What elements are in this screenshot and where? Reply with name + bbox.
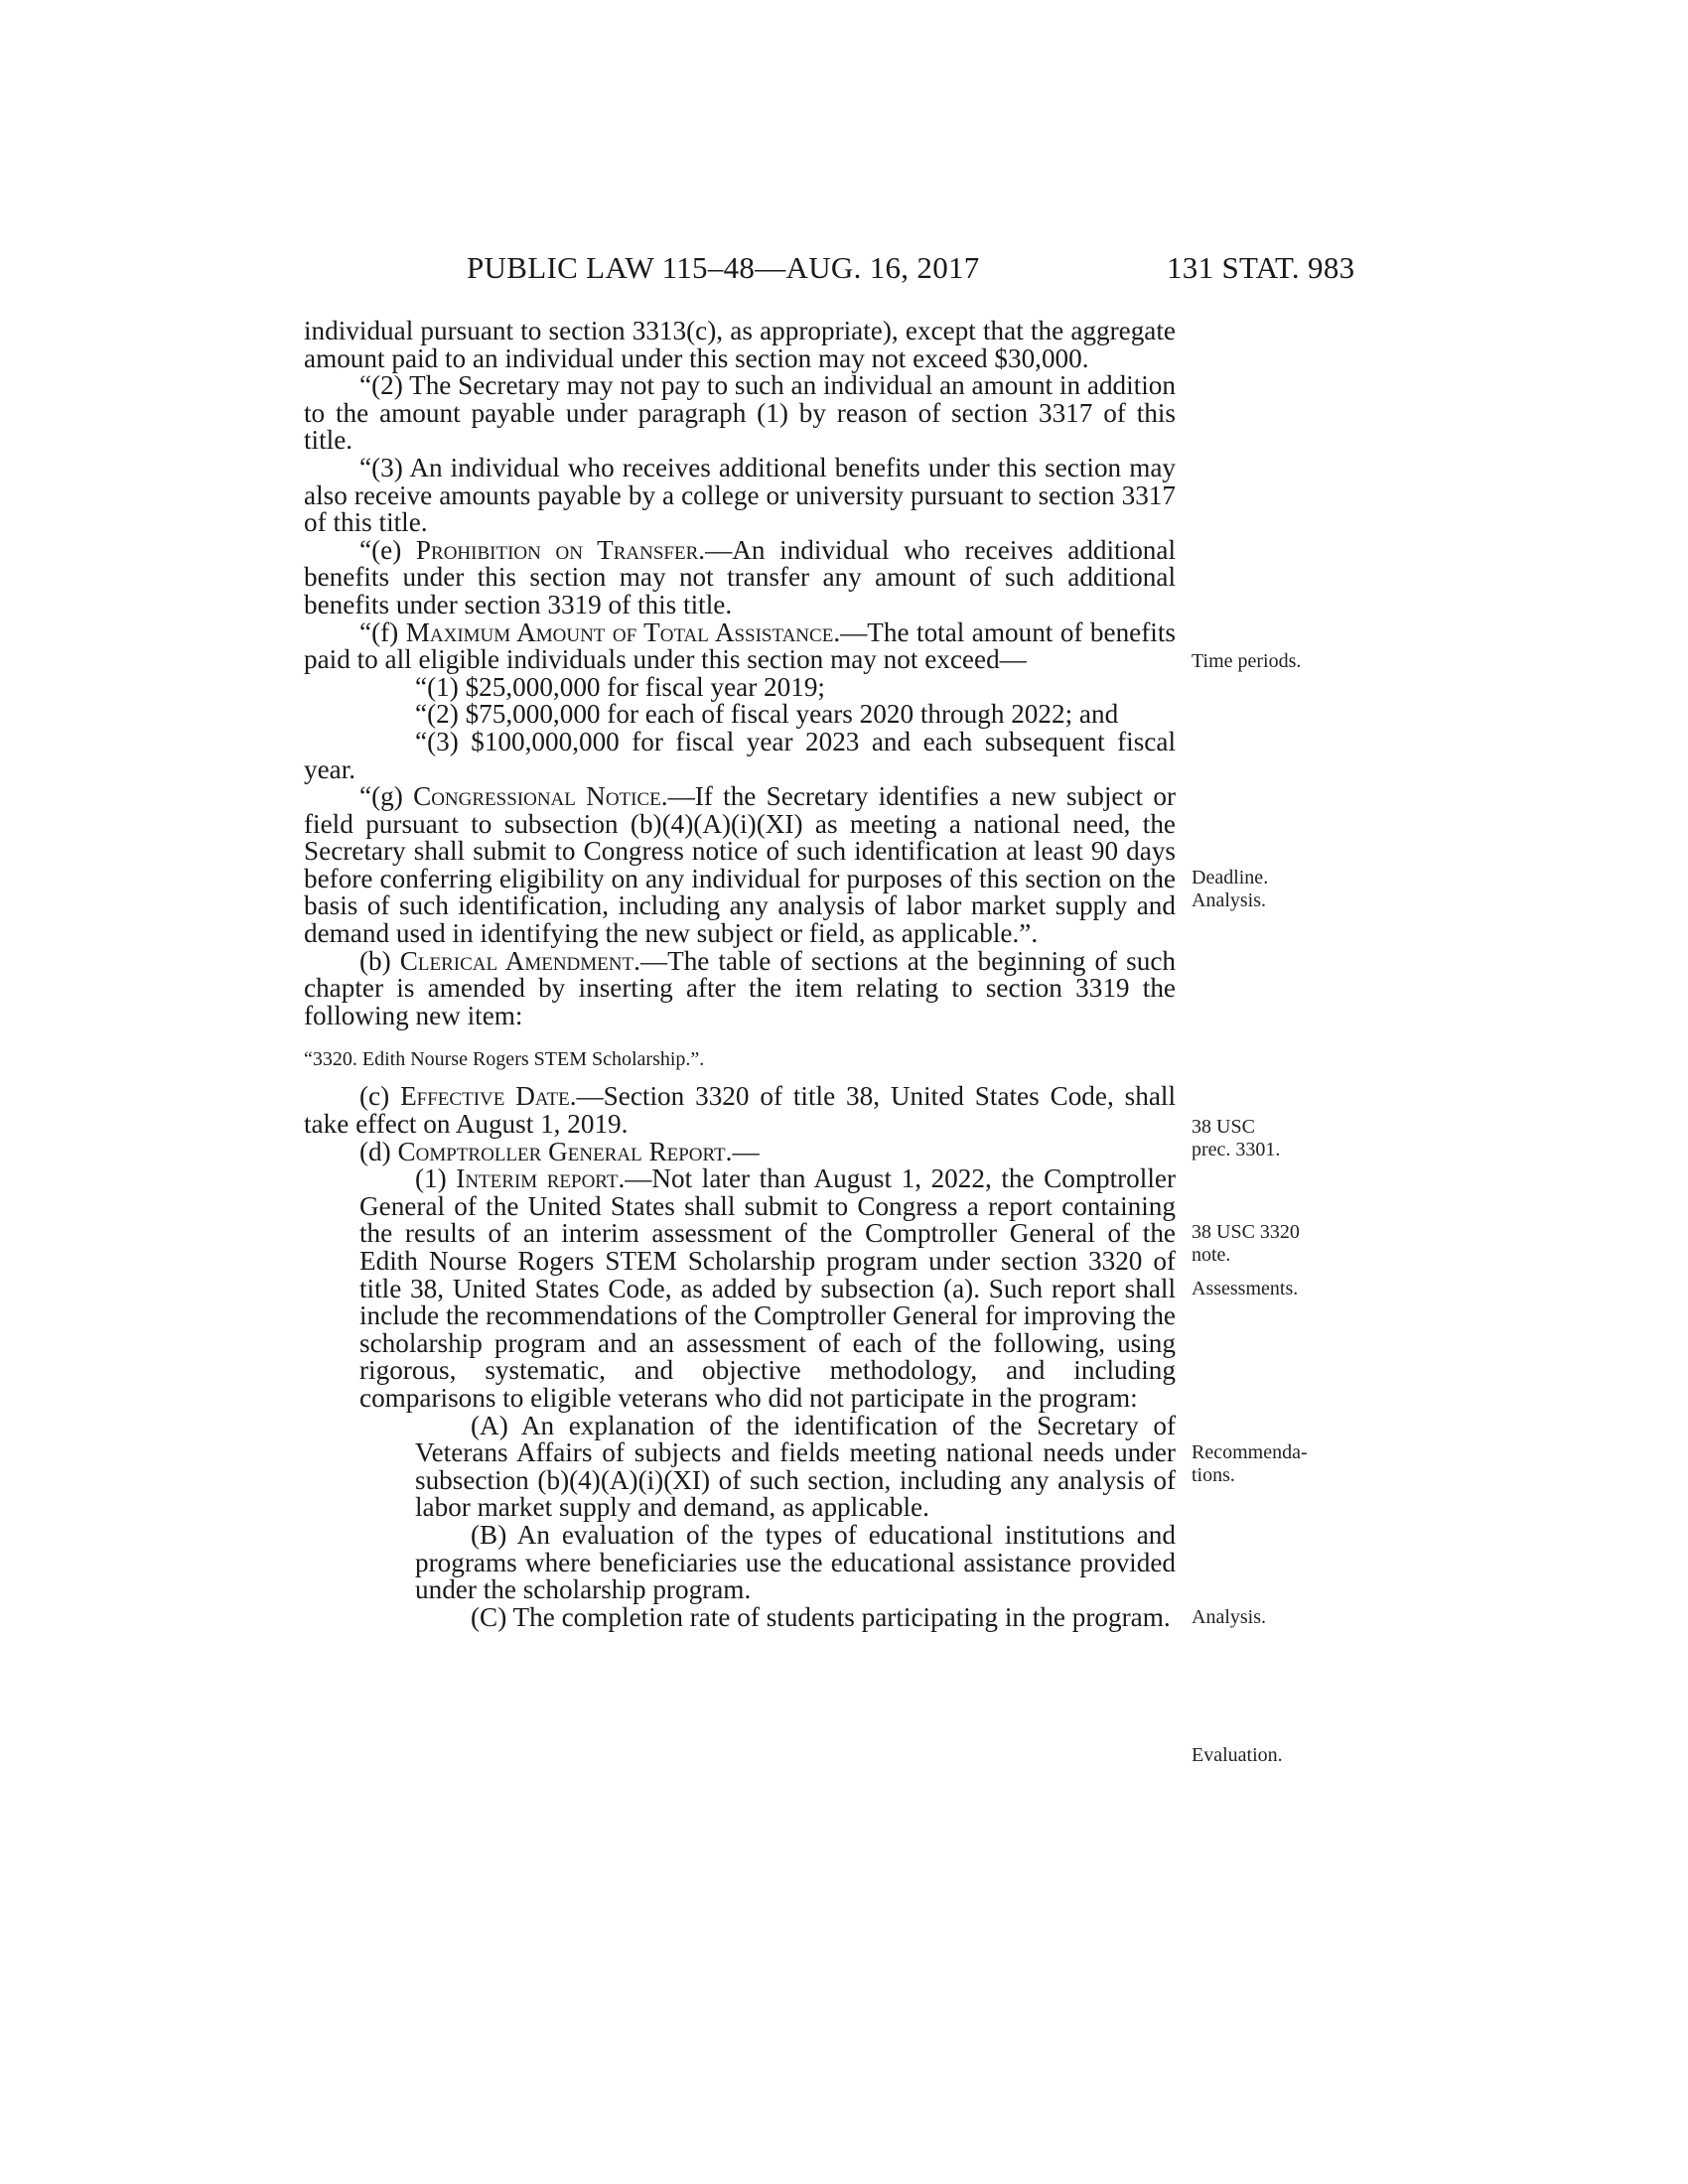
margin-note-deadline: Deadline. [1192,867,1269,888]
margin-note-recommendations-line1: Recommenda- [1192,1441,1308,1463]
paragraph-continuation: individual pursuant to section 3313(c), as appropriate), except that the aggregate amount paid to an individual under this section may not exceed $30,000. [304,316,1176,373]
margin-note-usc-prec-line1: 38 USC [1192,1116,1255,1138]
paragraph-c-heading: Effective Date [400,1081,570,1112]
paragraph-g-heading: Congressional Notice [413,781,661,812]
paragraph-e [304,534,1176,619]
paragraph-e-heading: Prohibition on Transfer [415,534,699,565]
page-header-title: PUBLIC LAW 115–48—AUG. 16, 2017 [467,250,980,285]
paragraph-d2: “(2) The Secretary may not pay to such an individual an amount in addition to the amount payable under paragraph (1) by reason of section 3317 of this title. [304,370,1176,456]
paragraph-b [304,945,1177,1030]
margin-note-time-periods: Time periods. [1192,650,1302,672]
paragraph-d1b: (B) An evaluation of the types of educational institutions and programs where beneficiaries use the educational assistance provided under the scholarship program. [415,1519,1176,1605]
paragraph-d1-heading: Interim report [456,1163,619,1194]
paragraph-f-text: .—The total amount of benefits paid to all eligible individuals under this section may not exceed— [304,616,1176,675]
paragraph-f3: “(3) $100,000,000 for fiscal year 2023 and each subsequent fiscal year. [304,726,1176,784]
table-of-sections-item: “3320. Edith Nourse Rogers STEM Scholarship.”. [304,1048,705,1071]
paragraph-f [304,616,1176,675]
paragraph-d1 [304,1165,1176,1412]
paragraph-b-heading: Clerical Amendment [399,945,634,976]
paragraph-c-text: .—Section 3320 of title 38, United States Code, shall take effect on August 1, 2019. [304,1081,1176,1140]
paragraph-g [304,783,1176,948]
paragraph-d1-text: .—Not later than August 1, 2022, the Comptroller General of the United States shall submit to Congress a report containing the results of an interim assessment of the Comptroller General of the Edith Nourse Rogers STEM Scholarship program under section 3320 of title 38, United States Code, as added by subsection (a). Such report shall include the recommendations of the Comptroller General for improving the scholarship program and an assessment of each of the following, using rigorous, systematic, and objective methodology, and including comparisons to eligible veterans who did not participate in the program: [359,1163,1177,1413]
paragraph-d1a: (A) An explanation of the identification of the Secretary of Veterans Affairs of subjects and fields meeting national needs under subsection (b)(4)(A)(i)(XI) of such section, including any analysis of labor market supply and demand, as applicable. [415,1410,1176,1523]
paragraph-d-lead: (d) [359,1136,398,1166]
margin-note-evaluation: Evaluation. [1192,1744,1283,1766]
paragraph-c [304,1083,1176,1138]
paragraph-b-text: .—The table of sections at the beginning of such chapter is amended by inserting after the item relating to section 3319 the following new item: [304,945,1177,1030]
margin-note-usc-note-line1: 38 USC 3320 [1192,1221,1300,1243]
paragraph-d3: “(3) An individual who receives additional benefits under this section may also receive amounts payable by a college or university pursuant to section 3317 of this title. [304,452,1176,538]
paragraph-f2: “(2) $75,000,000 for each of fiscal years 2020 through 2022; and [415,699,1119,730]
paragraph-g-lead: “(g) [359,781,414,812]
body-text [304,318,1176,1631]
paragraph-b-lead: (b) [359,945,400,976]
paragraph-f-heading: Maximum Amount of Total Assistance [405,616,834,647]
page-header-stat: 131 STAT. 983 [1167,250,1355,285]
paragraph-d1-lead: (1) [415,1163,457,1194]
margin-note-analysis-1: Analysis. [1192,889,1266,911]
paragraph-d1c: (C) The completion rate of students participating in the program. [471,1601,1171,1632]
margin-note-usc-prec-line2: prec. 3301. [1192,1139,1281,1160]
paragraph-d-heading: Comptroller General Report [397,1136,726,1166]
paragraph-f1: “(1) $25,000,000 for fiscal year 2019; [415,671,825,702]
paragraph-g-text: .—If the Secretary identifies a new subject or field pursuant to subsection (b)(4)(A)(i)(XI) as meeting a national need, the Secretary shall submit to Congress notice of such identification at least 90 days before conferring eligibility on any individual for purposes of this section on the basis of such identification, including any analysis of labor market supply and demand used in identifying the new subject or field, as applicable.”. [304,781,1177,949]
paragraph-f-lead: “(f) [359,616,406,647]
margin-note-usc-note-line2: note. [1192,1244,1231,1266]
paragraph-d [304,1136,1176,1166]
paragraph-c-lead: (c) [359,1081,401,1112]
paragraph-e-text: .—An individual who receives additional benefits under this section may not transfer any amount of such additional benefits under section 3319 of this title. [304,534,1176,619]
margin-note-recommendations-line2: tions. [1192,1464,1235,1486]
paragraph-d-text: .— [725,1136,760,1166]
margin-note-assessments: Assessments. [1192,1278,1299,1299]
margin-note-analysis-2: Analysis. [1192,1606,1266,1628]
paragraph-e-lead: “(e) [359,534,416,565]
